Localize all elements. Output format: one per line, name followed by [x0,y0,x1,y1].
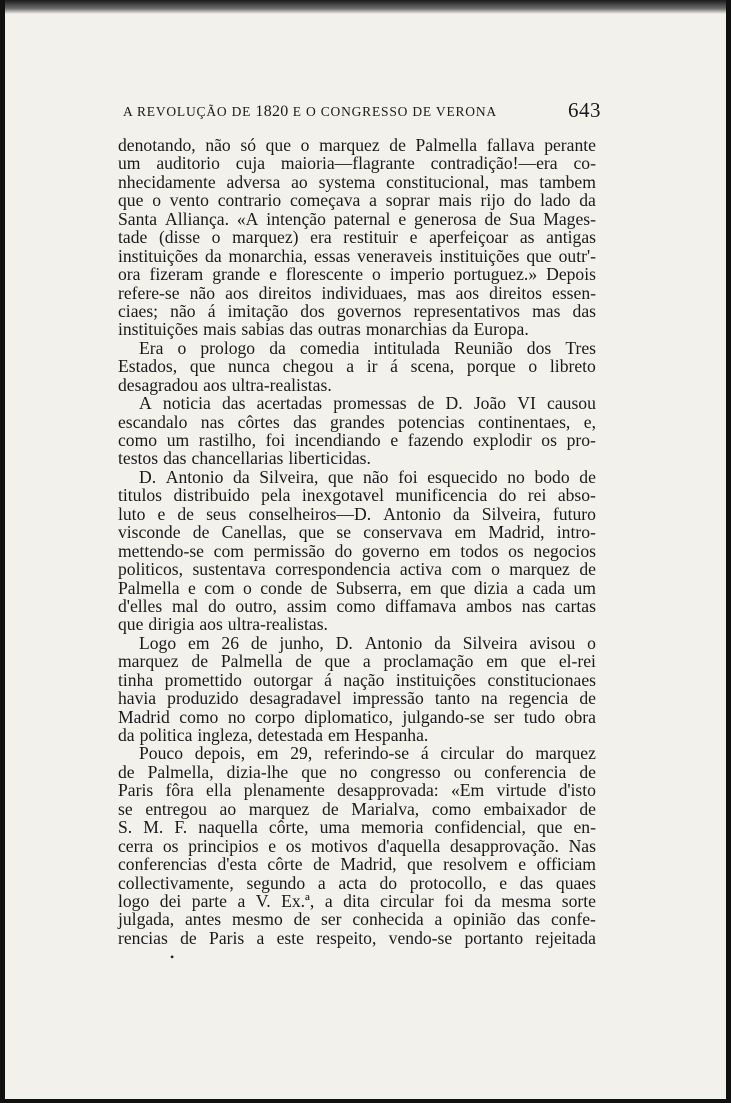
text-line: S. M. F. naquella côrte, uma memoria confidencial, que en- [118,817,596,838]
text-line: Madrid como no corpo diplomatico, julgando-se ser tudo obra [118,706,596,727]
text-line: Logo em 26 de junho, D. Antonio da Silveira avisou o [139,632,596,653]
body-text [118,136,596,947]
text-line: ora fizeram grande e florescente o imperio portuguez.» Depois [118,264,596,285]
text-line: D. Antonio da Silveira, que não foi esquecido no bodo de [139,466,596,487]
text-line: havia produzido desagradavel impressão tanto na regencia de [118,688,596,709]
text-line: se entregou ao marquez de Marialva, como embaixador de [118,798,596,819]
text-line: julgada, antes mesmo de ser conhecida a opinião das confe- [118,909,596,930]
running-head [123,103,603,121]
running-title-part-1: A REVOLUÇÃO DE [123,104,252,119]
text-line: d'elles mal do outro, assim como diffamava ambos nas cartas [118,595,596,616]
text-line: conferencias d'esta côrte de Madrid, que resolvem e officiam [118,854,596,875]
text-line: rencias de Paris a este respeito, vendo-se portanto rejeitada [118,927,596,948]
text-line: titulos distribuido pela inexgotavel munificencia do rei abso- [118,485,596,506]
text-line: refere-se não aos direitos individuaes, mas aos direitos essen- [118,282,596,303]
text-line: instituições mais sabias das outras monarchias da Europa. [118,319,529,340]
page-number: 643 [568,98,601,122]
text-line: A noticia das acertadas promessas de D. João VI causou [139,393,596,414]
running-title-year: 1820 [255,103,289,120]
text-line: ciaes; não á imitação dos governos representativos mas das [118,300,596,321]
text-line: luto e de seus conselheiros—D. Antonio da Silveira, futuro [118,503,596,524]
running-title-part-2: E O CONGRESSO DE VERONA [292,104,497,119]
text-line: collectivamente, segundo a acta do protocollo, e das quaes [118,872,596,893]
text-line: Pouco depois, em 29, referindo-se á circular do marquez [139,743,596,764]
text-line: da politica ingleza, detestada em Hespanha. [118,725,429,745]
text-line: Palmella e com o conde de Subserra, em que dizia a cada um [118,577,596,598]
text-line: nhecidamente adversa ao systema constitucional, mas tambem [118,171,596,192]
text-line: tinha promettido outorgar á nação instituições constitucionaes [118,669,596,690]
text-line: cerra os principios e os motivos d'aquella desapprovação. Nas [118,835,596,856]
text-line: escandalo nas côrtes das grandes potencias continentaes, e, [118,411,596,432]
text-line: marquez de Palmella de que a proclamação em que el-rei [118,651,596,672]
text-line: Santa Alliança. «A intenção paternal e generosa de Sua Mages- [118,208,596,229]
text-line: logo dei parte a V. Ex.ª, a dita circular foi da mesma sorte [118,890,596,911]
text-line: como um rastilho, foi incendiando e fazendo explodir os pro- [118,430,596,450]
text-line: testos das chancellarias liberticidas. [118,448,371,469]
ink-mark-decoration: • [170,950,175,964]
text-line: que o vento contrario começava a soprar mais rijo do lado da [118,190,596,211]
text-line: desagradou aos ultra-realistas. [118,374,332,395]
text-line: denotando, não só que o marquez de Palmella fallava perante [118,135,596,155]
text-line: tade (disse o marquez) era restituir e aperfeiçoar as antigas [118,227,596,248]
text-line: Estados, que nunca chegou a ir á scena, porque o libreto [118,356,596,377]
text-line: que dirigia aos ultra-realistas. [118,614,328,635]
text-line: Paris fôra ella plenamente desapprovada: «Em virtude d'isto [118,780,596,801]
text-line: visconde de Canellas, que se conservava em Madrid, intro- [118,522,596,543]
text-line: um auditorio cuja maioria—flagrante contradição!—era co- [118,153,596,174]
text-line: Era o prologo da comedia intitulada Reunião dos Tres [139,337,596,358]
text-line: mettendo-se com permissão do governo em todos os negocios [118,540,596,561]
text-line: de Palmella, dizia-lhe que no congresso ou conferencia de [118,761,596,782]
text-line: politicos, sustentava correspondencia activa com o marquez de [118,559,596,580]
text-line: instituições da monarchia, essas veneraveis instituições que outr'- [118,245,596,266]
